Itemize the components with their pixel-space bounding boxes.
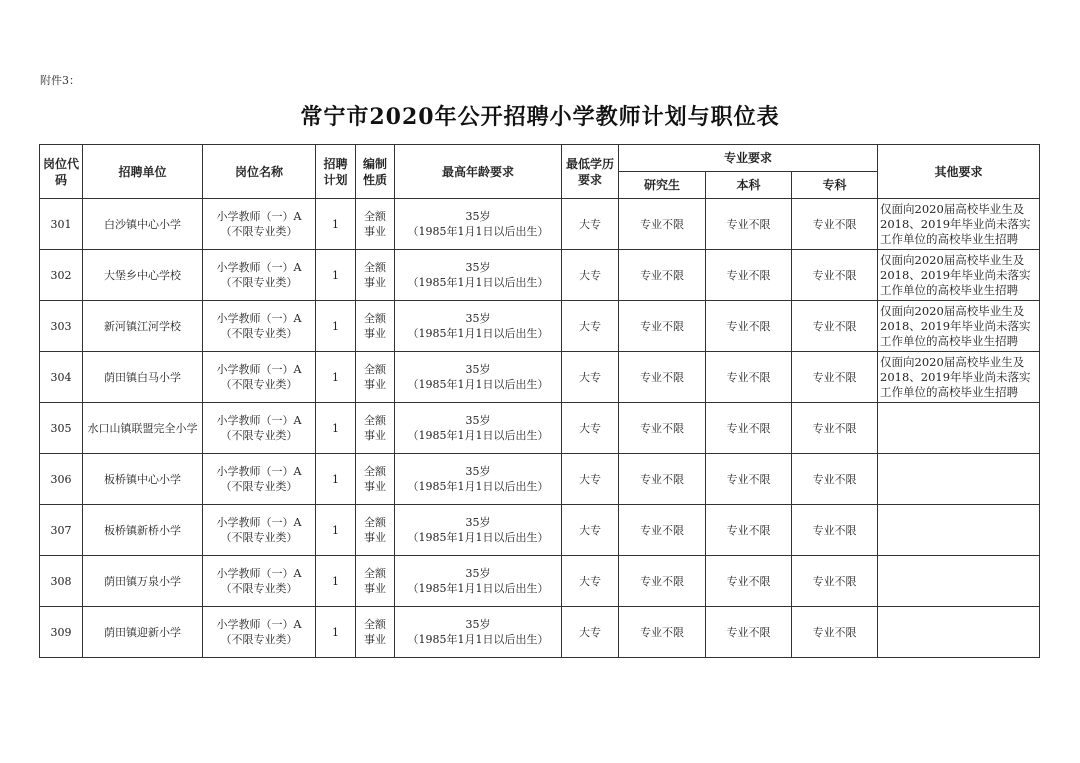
cell-age — [395, 352, 562, 403]
cell-unit: 荫田镇万泉小学 — [83, 556, 203, 607]
cell-plan: 1 — [316, 607, 356, 658]
cell-age — [395, 199, 562, 250]
cell-position — [203, 607, 316, 658]
cell-graduate: 专业不限 — [619, 250, 706, 301]
cell-other — [878, 403, 1040, 454]
nature-line1: 全额 — [364, 516, 386, 529]
attachment-label: 附件3： — [40, 74, 80, 87]
cell-code: 304 — [40, 352, 83, 403]
cell-college: 专业不限 — [792, 505, 878, 556]
cell-education: 大专 — [562, 403, 619, 454]
cell-code: 307 — [40, 505, 83, 556]
cell-position — [203, 505, 316, 556]
table-row — [40, 199, 1040, 250]
header-other: 其他要求 — [878, 145, 1040, 199]
cell-other — [878, 556, 1040, 607]
cell-other: 仅面向2020届高校毕业生及2018、2019年毕业尚未落实工作单位的高校毕业生招聘 — [878, 199, 1040, 250]
cell-age — [395, 250, 562, 301]
table-row — [40, 505, 1040, 556]
cell-nature — [356, 607, 395, 658]
cell-graduate: 专业不限 — [619, 301, 706, 352]
cell-bachelor: 专业不限 — [706, 454, 792, 505]
position-name: 小学教师（一）A — [216, 210, 302, 223]
position-name: 小学教师（一）A — [216, 363, 302, 376]
cell-nature — [356, 505, 395, 556]
cell-graduate: 专业不限 — [619, 403, 706, 454]
table-row — [40, 250, 1040, 301]
nature-line1: 全额 — [364, 261, 386, 274]
cell-age — [395, 556, 562, 607]
cell-plan: 1 — [316, 301, 356, 352]
nature-line1: 全额 — [364, 414, 386, 427]
header-age: 最高年龄要求 — [395, 145, 562, 199]
cell-unit: 荫田镇迎新小学 — [83, 607, 203, 658]
age-limit: 35岁 — [465, 414, 491, 427]
position-name: 小学教师（一）A — [216, 618, 302, 631]
position-name: 小学教师（一）A — [216, 567, 302, 580]
table-row — [40, 556, 1040, 607]
header-bachelor: 本科 — [706, 172, 792, 199]
header-plan: 招聘计划 — [316, 145, 356, 199]
position-category: （不限专业类） — [220, 327, 298, 340]
cell-other: 仅面向2020届高校毕业生及2018、2019年毕业尚未落实工作单位的高校毕业生招聘 — [878, 250, 1040, 301]
cell-college: 专业不限 — [792, 250, 878, 301]
nature-line1: 全额 — [364, 210, 386, 223]
cell-education: 大专 — [562, 250, 619, 301]
nature-line2: 事业 — [364, 633, 386, 646]
cell-code: 305 — [40, 403, 83, 454]
cell-nature — [356, 352, 395, 403]
header-code: 岗位代码 — [40, 145, 83, 199]
cell-graduate: 专业不限 — [619, 505, 706, 556]
cell-age — [395, 607, 562, 658]
cell-bachelor: 专业不限 — [706, 250, 792, 301]
table-row — [40, 352, 1040, 403]
table-row — [40, 301, 1040, 352]
cell-plan: 1 — [316, 454, 356, 505]
cell-college: 专业不限 — [792, 556, 878, 607]
cell-unit: 白沙镇中心小学 — [83, 199, 203, 250]
birth-date-limit: （1985年1月1日以后出生） — [407, 582, 549, 595]
position-category: （不限专业类） — [220, 276, 298, 289]
position-name: 小学教师（一）A — [216, 414, 302, 427]
position-category: （不限专业类） — [220, 480, 298, 493]
age-limit: 35岁 — [465, 363, 491, 376]
cell-age — [395, 454, 562, 505]
cell-unit: 新河镇江河学校 — [83, 301, 203, 352]
cell-position — [203, 454, 316, 505]
cell-plan: 1 — [316, 403, 356, 454]
age-limit: 35岁 — [465, 516, 491, 529]
birth-date-limit: （1985年1月1日以后出生） — [407, 225, 549, 238]
birth-date-limit: （1985年1月1日以后出生） — [407, 429, 549, 442]
header-graduate: 研究生 — [619, 172, 706, 199]
cell-unit: 板桥镇新桥小学 — [83, 505, 203, 556]
age-limit: 35岁 — [465, 312, 491, 325]
page-title: 常宁市2020年公开招聘小学教师计划与职位表 — [300, 104, 780, 130]
table-row — [40, 607, 1040, 658]
cell-bachelor: 专业不限 — [706, 352, 792, 403]
table-body — [40, 199, 1040, 658]
header-major-group: 专业要求 — [619, 145, 878, 172]
cell-plan: 1 — [316, 250, 356, 301]
nature-line2: 事业 — [364, 276, 386, 289]
cell-college: 专业不限 — [792, 454, 878, 505]
position-category: （不限专业类） — [220, 531, 298, 544]
cell-unit: 板桥镇中心小学 — [83, 454, 203, 505]
nature-line2: 事业 — [364, 378, 386, 391]
cell-unit: 水口山镇联盟完全小学 — [83, 403, 203, 454]
cell-unit: 大堡乡中心学校 — [83, 250, 203, 301]
cell-position — [203, 556, 316, 607]
header-nature: 编制性质 — [356, 145, 395, 199]
cell-nature — [356, 454, 395, 505]
cell-nature — [356, 403, 395, 454]
header-college: 专科 — [792, 172, 878, 199]
position-category: （不限专业类） — [220, 225, 298, 238]
birth-date-limit: （1985年1月1日以后出生） — [407, 633, 549, 646]
nature-line2: 事业 — [364, 225, 386, 238]
cell-nature — [356, 301, 395, 352]
cell-plan: 1 — [316, 199, 356, 250]
cell-bachelor: 专业不限 — [706, 607, 792, 658]
cell-age — [395, 505, 562, 556]
position-name: 小学教师（一）A — [216, 465, 302, 478]
cell-graduate: 专业不限 — [619, 556, 706, 607]
nature-line1: 全额 — [364, 363, 386, 376]
cell-unit: 荫田镇白马小学 — [83, 352, 203, 403]
cell-college: 专业不限 — [792, 352, 878, 403]
cell-other — [878, 505, 1040, 556]
cell-college: 专业不限 — [792, 607, 878, 658]
header-position: 岗位名称 — [203, 145, 316, 199]
position-name: 小学教师（一）A — [216, 516, 302, 529]
age-limit: 35岁 — [465, 465, 491, 478]
header-unit: 招聘单位 — [83, 145, 203, 199]
cell-bachelor: 专业不限 — [706, 403, 792, 454]
cell-nature — [356, 556, 395, 607]
cell-age — [395, 301, 562, 352]
age-limit: 35岁 — [465, 618, 491, 631]
birth-date-limit: （1985年1月1日以后出生） — [407, 531, 549, 544]
cell-code: 302 — [40, 250, 83, 301]
cell-education: 大专 — [562, 505, 619, 556]
position-name: 小学教师（一）A — [216, 261, 302, 274]
nature-line2: 事业 — [364, 582, 386, 595]
birth-date-limit: （1985年1月1日以后出生） — [407, 480, 549, 493]
cell-other: 仅面向2020届高校毕业生及2018、2019年毕业尚未落实工作单位的高校毕业生招聘 — [878, 301, 1040, 352]
cell-code: 303 — [40, 301, 83, 352]
cell-bachelor: 专业不限 — [706, 301, 792, 352]
cell-other: 仅面向2020届高校毕业生及2018、2019年毕业尚未落实工作单位的高校毕业生招聘 — [878, 352, 1040, 403]
nature-line2: 事业 — [364, 531, 386, 544]
cell-position — [203, 250, 316, 301]
birth-date-limit: （1985年1月1日以后出生） — [407, 327, 549, 340]
position-category: （不限专业类） — [220, 378, 298, 391]
cell-position — [203, 352, 316, 403]
position-name: 小学教师（一）A — [216, 312, 302, 325]
age-limit: 35岁 — [465, 567, 491, 580]
cell-code: 301 — [40, 199, 83, 250]
birth-date-limit: （1985年1月1日以后出生） — [407, 276, 549, 289]
table-row — [40, 454, 1040, 505]
cell-other — [878, 454, 1040, 505]
cell-code: 306 — [40, 454, 83, 505]
cell-education: 大专 — [562, 556, 619, 607]
nature-line1: 全额 — [364, 618, 386, 631]
cell-bachelor: 专业不限 — [706, 505, 792, 556]
cell-education: 大专 — [562, 301, 619, 352]
cell-code: 309 — [40, 607, 83, 658]
cell-college: 专业不限 — [792, 199, 878, 250]
cell-other — [878, 607, 1040, 658]
cell-plan: 1 — [316, 352, 356, 403]
cell-graduate: 专业不限 — [619, 607, 706, 658]
age-limit: 35岁 — [465, 210, 491, 223]
birth-date-limit: （1985年1月1日以后出生） — [407, 378, 549, 391]
cell-college: 专业不限 — [792, 403, 878, 454]
position-category: （不限专业类） — [220, 429, 298, 442]
cell-age — [395, 403, 562, 454]
cell-position — [203, 403, 316, 454]
nature-line2: 事业 — [364, 327, 386, 340]
cell-education: 大专 — [562, 352, 619, 403]
header-education: 最低学历要求 — [562, 145, 619, 199]
cell-graduate: 专业不限 — [619, 352, 706, 403]
cell-plan: 1 — [316, 505, 356, 556]
recruitment-table — [39, 144, 1040, 658]
cell-position — [203, 301, 316, 352]
cell-graduate: 专业不限 — [619, 199, 706, 250]
cell-plan: 1 — [316, 556, 356, 607]
position-category: （不限专业类） — [220, 582, 298, 595]
cell-education: 大专 — [562, 199, 619, 250]
nature-line1: 全额 — [364, 312, 386, 325]
cell-college: 专业不限 — [792, 301, 878, 352]
cell-education: 大专 — [562, 607, 619, 658]
cell-bachelor: 专业不限 — [706, 199, 792, 250]
cell-nature — [356, 199, 395, 250]
cell-nature — [356, 250, 395, 301]
cell-code: 308 — [40, 556, 83, 607]
cell-graduate: 专业不限 — [619, 454, 706, 505]
cell-position — [203, 199, 316, 250]
cell-education: 大专 — [562, 454, 619, 505]
nature-line2: 事业 — [364, 429, 386, 442]
nature-line1: 全额 — [364, 465, 386, 478]
cell-bachelor: 专业不限 — [706, 556, 792, 607]
nature-line2: 事业 — [364, 480, 386, 493]
position-category: （不限专业类） — [220, 633, 298, 646]
age-limit: 35岁 — [465, 261, 491, 274]
nature-line1: 全额 — [364, 567, 386, 580]
table-row — [40, 403, 1040, 454]
